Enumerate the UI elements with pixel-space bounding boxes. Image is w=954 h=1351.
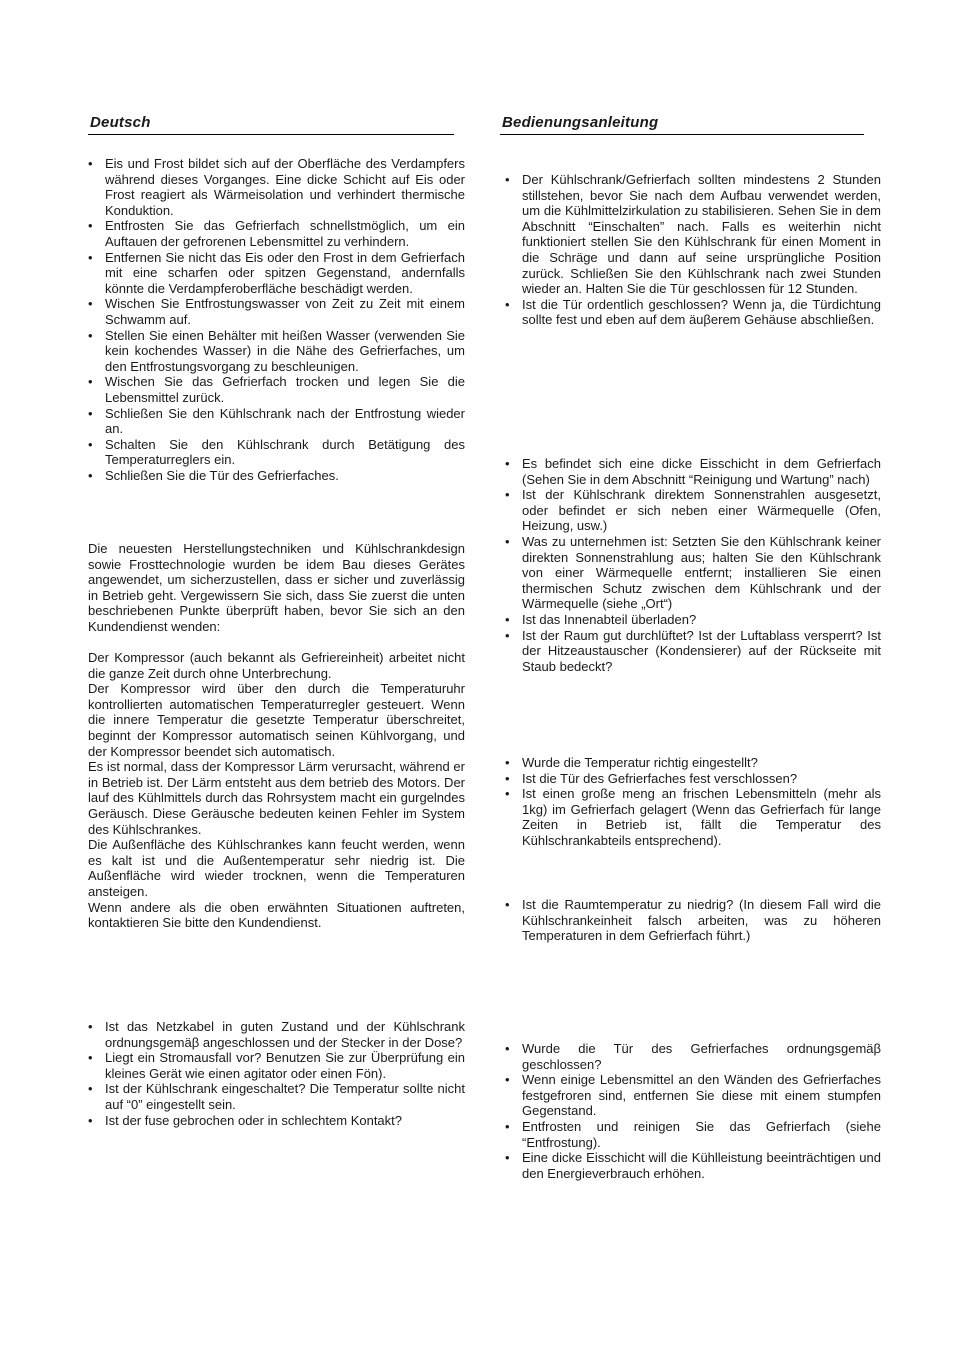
- manual-title: Bedienungsanleitung: [502, 114, 659, 131]
- list-item: • Ist der fuse gebrochen oder in schlechtem Kontakt?: [88, 1113, 465, 1129]
- list-item: • Ist einen große meng an frischen Lebensmitteln (mehr als 1kg) im Gefrierfach gelagert (Wenn das Gefrierfach für lange Zeiten in Betrieb ist, fällt die Temperatur des Kühlschrankabteils entsprechend).: [505, 786, 881, 848]
- defrost-steps-list: [88, 156, 465, 483]
- list-item: • Ist die Tür des Gefrierfaches fest verschlossen?: [505, 771, 881, 787]
- list-item: • Wurde die Temperatur richtig eingestellt?: [505, 755, 881, 771]
- list-item: • Ist der Raum gut durchlüftet? Ist der Luftablass versperrt? Ist der Hitzeaustauscher (Kondensierer) auf der Rückseite mit Staub bedeckt?: [505, 628, 881, 675]
- room-temperature-checks-list: [505, 897, 881, 944]
- normal-paragraph: Der Kompressor (auch bekannt als Gefriereinheit) arbeitet nicht die ganze Zeit durch ohne Unterbrechung.: [88, 650, 465, 681]
- page-language-title: Deutsch: [90, 114, 151, 131]
- list-item: • Es befindet sich eine dicke Eisschicht in dem Gefrierfach (Sehen Sie in dem Abschnitt “Reinigung und Wartung” nach): [505, 456, 881, 487]
- not-working-checks-list: [505, 172, 881, 328]
- list-item: • Wurde die Tür des Gefrierfaches ordnungsgemäβ geschlossen?: [505, 1041, 881, 1072]
- list-item: • Wenn einige Lebensmittel an den Wänden des Gefrierfaches festgefroren sind, entfernen Sie diese mit einem stumpfen Gegenstand.: [505, 1072, 881, 1119]
- normal-paragraph: Der Kompressor wird über den durch die Temperaturuhr kontrollierten automatischen Temperaturregler gesteuert. Wenn die innere Temperatur die gesetzte Temperatur überschreitet, beginnt der Kompressor automatisch seinen Kühlvorgang, und der Kompressor beendet sich automatisch.: [88, 681, 465, 759]
- list-item: • Wischen Sie das Gefrierfach trocken und legen Sie die Lebensmittel zurück.: [88, 374, 465, 405]
- cooling-checks-list: [505, 456, 881, 674]
- normal-paragraph: Die Außenfläche des Kühlschrankes kann feucht werden, wenn es kalt ist und die Außentemperatur sehr niedrig ist. Die Außenfläche wird wieder trocknen, wenn die Temperaturen ansteigen.: [88, 837, 465, 899]
- list-item: • Schließen Sie den Kühlschrank nach der Entfrostung wieder an.: [88, 406, 465, 437]
- list-item: • Ist der Kühlschrank direktem Sonnenstrahlen ausgesetzt, oder befindet er sich neben einer Wärmequelle (Ofen, Heizung, usw.): [505, 487, 881, 534]
- troubleshooting-intro: Die neuesten Herstellungstechniken und Kühlschrankdesign sowie Frosttechnologie wurden be idem Bau dieses Gerätes angewendet, um sicherzustellen, dass er sicher und zuverlässig in Betrieb geht. Vergewissern Sie sich, dass Sie zuerst die unten beschriebenen Punkte überprüft haben, bevor Sie sich an den Kundendienst wenden:: [88, 541, 465, 634]
- list-item: • Stellen Sie einen Behälter mit heißen Wasser (verwenden Sie kein kochendes Wasser) in die Nähe des Gefrierfaches, um den Entfrostungsvorgang zu beschleunigen.: [88, 328, 465, 375]
- list-item: • Ist der Kühlschrank eingeschaltet? Die Temperatur sollte nicht auf “0” eingestellt sein.: [88, 1081, 465, 1112]
- normal-paragraph: Wenn andere als die oben erwähnten Situationen auftreten, kontaktieren Sie bitte den Kundendienst.: [88, 899, 465, 931]
- list-item: • Was zu unternehmen ist: Setzten Sie den Kühlschrank keiner direkten Sonnenstrahlung aus; halten Sie den Kühlschrank von einer Wärmequelle entfernt; installieren Sie einen thermischen Schutz zwischen dem Kühlschrank und der Wärmequelle (siehe „Ort“): [505, 534, 881, 612]
- freezer-door-checks-list: [505, 1041, 881, 1181]
- normal-operation-section: [88, 650, 465, 931]
- list-item: • Ist das Innenabteil überladen?: [505, 612, 881, 628]
- list-item: • Liegt ein Stromausfall vor? Benutzen Sie zur Überprüfung ein kleines Gerät wie einen agitator oder einen Fön).: [88, 1050, 465, 1081]
- header-left: [88, 110, 454, 135]
- list-item: • Schalten Sie den Kühlschrank durch Betätigung des Temperaturreglers ein.: [88, 437, 465, 468]
- temperature-checks-list: [505, 755, 881, 849]
- list-item: • Entfernen Sie nicht das Eis oder den Frost in dem Gefrierfach mit eine scharfen oder spitzen Gegenstand, andernfalls könnte die Verdampferoberfläche beschädigt werden.: [88, 250, 465, 297]
- normal-paragraph: Es ist normal, dass der Kompressor Lärm verursacht, während er in Betrieb ist. Der Lärm entsteht aus dem betrieb des Motors. Der lauf des Kühlmittels durch das Rohrsystem macht ein gurgelndes Geräusch. Diese Geräusche bedeuten keinen Fehler im System des Kühlschrankes.: [88, 759, 465, 837]
- list-item: • Eine dicke Eisschicht will die Kühlleistung beeinträchtigen und den Energieverbrauch erhöhen.: [505, 1150, 881, 1181]
- list-item: • Entfrosten Sie das Gefrierfach schnellstmöglich, um ein Auftauen der gefrorenen Lebensmittel zu verhindern.: [88, 218, 465, 249]
- list-item: • Der Kühlschrank/Gefrierfach sollten mindestens 2 Stunden stillstehen, bevor Sie nach dem Aufbau verwendet werden, um die Kühlmittelzirkulation zu stabilisieren. Sehen Sie in dem Abschnitt “Einschalten” nach. Falls es weiterhin nicht funktioniert stellen Sie den Kühlschrank für einen Moment in die Schräge und dann auf seine ursprüngliche Position zurück. Schließen Sie den Kühlschrank nach zwei Stunden wieder an. Halten Sie die Tür geschlossen für 12 Stunden.: [505, 172, 881, 297]
- list-item: • Ist die Tür ordentlich geschlossen? Wenn ja, die Türdichtung sollte fest und eben auf dem äuβerem Gehäuse abschließen.: [505, 297, 881, 328]
- power-checks-list: [88, 1019, 465, 1128]
- list-item: • Ist die Raumtemperatur zu niedrig? (In diesem Fall wird die Kühlschrankeinheit falsch arbeiten, was zu höheren Temperaturen in dem Gefrierfach führt.): [505, 897, 881, 944]
- list-item: • Eis und Frost bildet sich auf der Oberfläche des Verdampfers während dieses Vorganges. Eine dicke Schicht auf Eis oder Frost reagiert als Wärmeisolation und verhindert thermische Konduktion.: [88, 156, 465, 218]
- header-right: [500, 110, 864, 135]
- list-item: • Entfrosten und reinigen Sie das Gefrierfach (siehe “Entfrostung).: [505, 1119, 881, 1150]
- list-item: • Ist das Netzkabel in guten Zustand und der Kühlschrank ordnungsgemäβ angeschlossen und der Stecker in der Dose?: [88, 1019, 465, 1050]
- list-item: • Schließen Sie die Tür des Gefrierfaches.: [88, 468, 465, 484]
- list-item: • Wischen Sie Entfrostungswasser von Zeit zu Zeit mit einem Schwamm auf.: [88, 296, 465, 327]
